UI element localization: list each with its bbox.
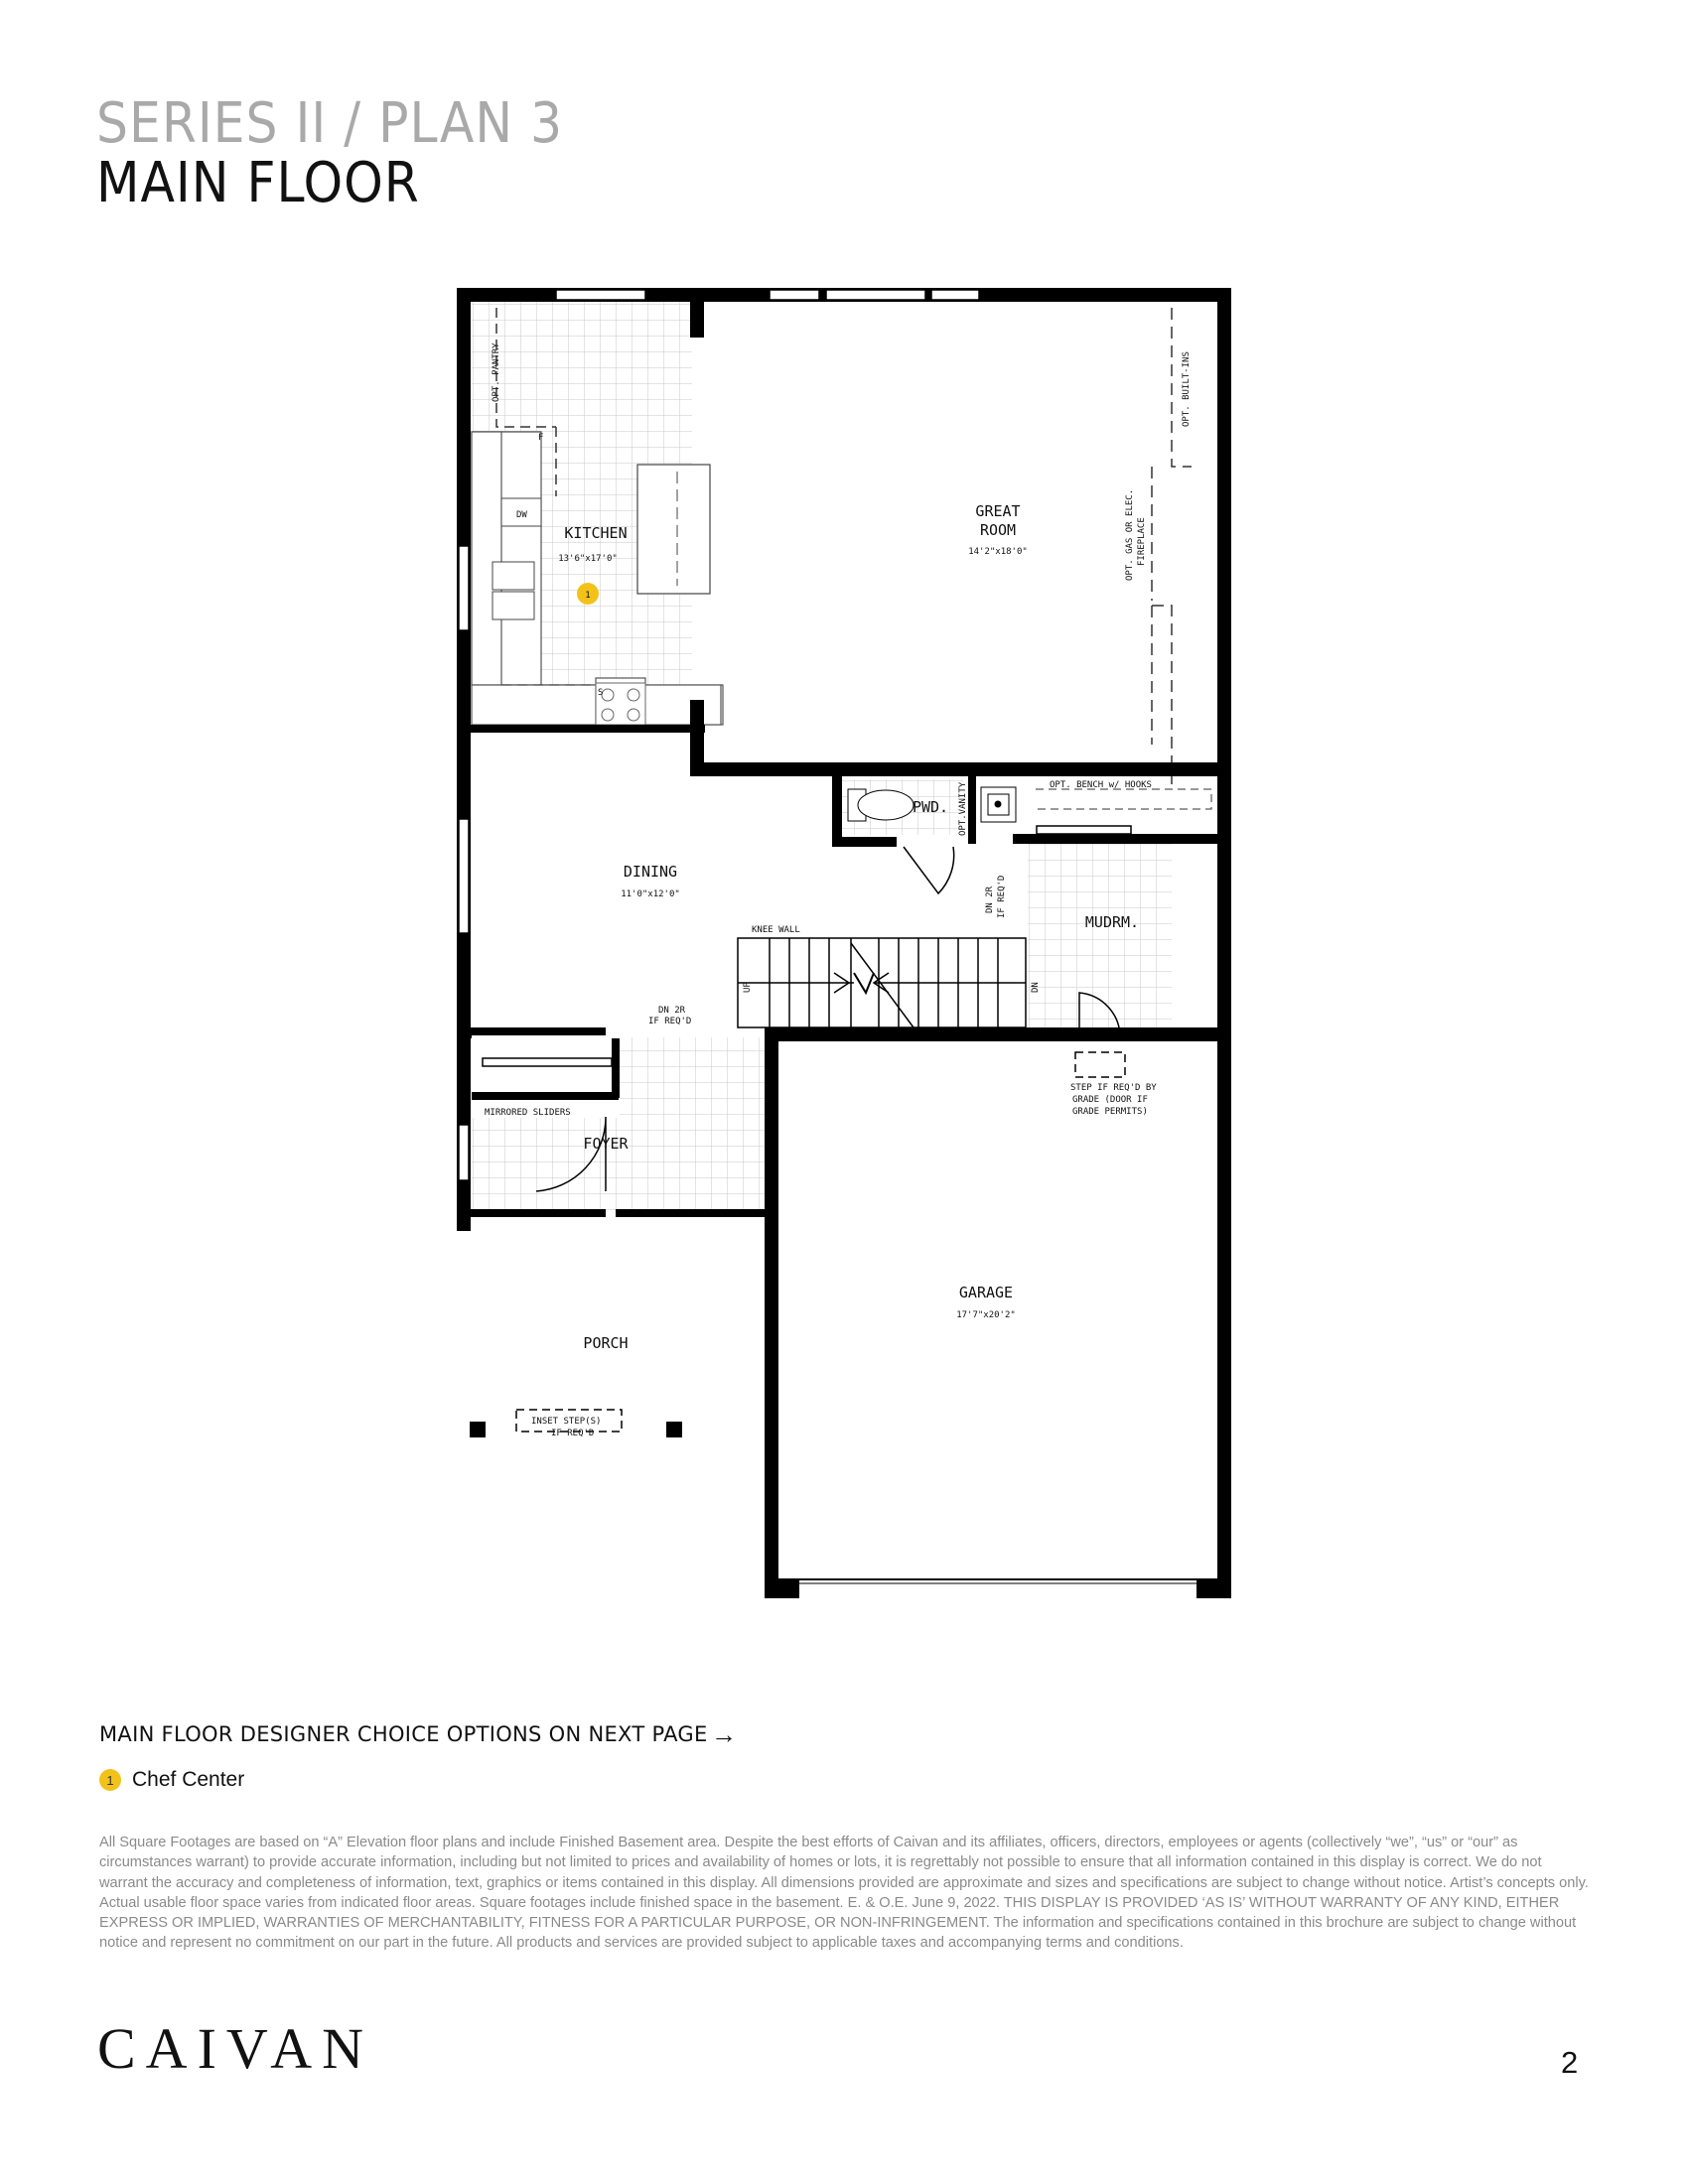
foyer-label: FOYER xyxy=(583,1135,629,1153)
opt-builtins-note: OPT. BUILT-INS xyxy=(1182,351,1192,427)
dn-note: DN xyxy=(1031,982,1041,993)
option-number-badge: 1 xyxy=(99,1769,121,1791)
stove xyxy=(596,683,645,725)
next-page-note: MAIN FLOOR DESIGNER CHOICE OPTIONS ON NEXT PAGE xyxy=(99,1722,708,1746)
page-number: 2 xyxy=(1561,2045,1579,2080)
floor-plan xyxy=(457,288,1231,1598)
inset-step-note-1: INSET STEP(S) xyxy=(531,1417,602,1427)
disclaimer-text: All Square Footages are based on “A” Elevation floor plans and include Finished Basement area. Despite the best efforts of Caivan and its affiliates, officers, directors, employees or agents (collectively “we”, “us” or “our” as circumstances warrant) to provide accurate information, including but not limited to prices and availability of homes or lots, it is regrettably not possible to ensure that all information contained in this display is correct. We do not warrant the accuracy and completeness of information, text, graphics or items contained in this display. All dimensions provided are approximate and sizes and specifications are subject to change without notice. Artist’s concepts only. Actual usable floor space varies from indicated floor areas. Square footages include finished space in the basement. E. & O.E. June 9, 2022. THIS DISPLAY IS PROVIDED ‘AS IS’ WITHOUT WARRANTY OF ANY KIND, EITHER EXPRESS OR IMPLIED, WARRANTIES OF MERCHANTABILITY, FITNESS FOR A PARTICULAR PURPOSE, OR NON-INFRINGEMENT. The information and specifications contained in this brochure are subject to change without notice and represent no commitment on our part in the future. All products and services are provided subject to applicable taxes and accompanying terms and conditions. xyxy=(99,1835,1589,1952)
inset-step-note-2: IF REQ'D xyxy=(551,1429,595,1438)
great-room-dims: 14'2"x18'0" xyxy=(968,547,1028,557)
step-note-3: GRADE PERMITS) xyxy=(1072,1107,1148,1117)
mudroom-tile xyxy=(1028,836,1172,1037)
fireplace-note-2: FIREPLACE xyxy=(1137,517,1147,566)
fireplace-note-1: OPT. GAS OR ELEC. xyxy=(1125,488,1135,581)
floor-title: MAIN FLOOR xyxy=(96,151,420,215)
series-title: SERIES II / PLAN 3 xyxy=(96,91,564,156)
caivan-logo: CAIVAN xyxy=(97,2016,374,2081)
opt-vanity-note: OPT.VANITY xyxy=(958,781,968,836)
arrow-right-icon: → xyxy=(711,1719,737,1749)
step-note-2: GRADE (DOOR IF xyxy=(1072,1095,1148,1105)
stove-note: S xyxy=(598,688,604,698)
fridge-note: F xyxy=(538,433,544,443)
kitchen-dims: 13'6"x17'0" xyxy=(558,554,618,564)
option-item xyxy=(99,1768,244,1792)
garage-label: GARAGE xyxy=(958,1284,1014,1301)
kitchen-island xyxy=(637,465,710,594)
porch-label: PORCH xyxy=(583,1334,629,1352)
bench-outline xyxy=(1036,789,1211,809)
dn2r-note-1: DN 2R xyxy=(985,886,995,913)
dining-label: DINING xyxy=(623,863,678,881)
pwd-label: PWD. xyxy=(912,798,949,816)
kitchen-label: KITCHEN xyxy=(564,524,628,542)
toilet xyxy=(848,789,914,821)
foyer-closet-tile xyxy=(472,1118,621,1211)
dw-note: DW xyxy=(516,510,527,520)
stairs xyxy=(738,938,1026,1027)
mirrored-sliders-note: MIRRORED SLIDERS xyxy=(485,1108,571,1118)
vanity xyxy=(981,787,1016,822)
dining-dims: 11'0"x12'0" xyxy=(621,889,680,899)
opt-bench-note: OPT. BENCH w/ HOOKS xyxy=(1050,780,1152,790)
foyer-tile xyxy=(620,1037,774,1211)
mudroom-label: MUDRM. xyxy=(1084,913,1140,931)
step-note-1: STEP IF REQ'D BY xyxy=(1070,1083,1157,1093)
opt-pantry-note: OPT. PANTRY xyxy=(492,342,501,402)
knee-wall-note: KNEE WALL xyxy=(752,925,800,935)
dn2r-foyer-note-1: DN 2R xyxy=(658,1006,686,1016)
option-marker-number: 1 xyxy=(585,591,591,601)
up-note: UP xyxy=(743,982,753,993)
dn2r-foyer-note-2: IF REQ'D xyxy=(648,1017,692,1026)
great-room-label-1: GREAT xyxy=(975,502,1021,520)
option-label: Chef Center xyxy=(132,1768,245,1791)
garage-dims: 17'7"x20'2" xyxy=(956,1310,1016,1320)
great-room-label-2: ROOM xyxy=(979,521,1017,539)
dn2r-note-2: IF REQ'D xyxy=(997,875,1007,918)
